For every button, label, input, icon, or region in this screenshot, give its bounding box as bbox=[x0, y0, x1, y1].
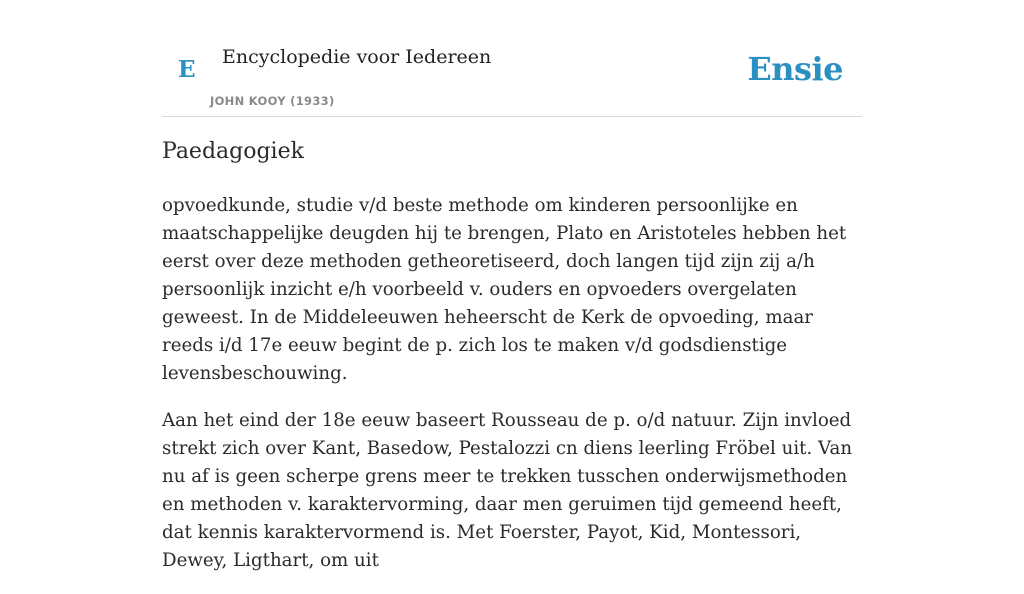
source-title[interactable]: Encyclopedie voor Iedereen bbox=[222, 46, 492, 68]
article-body bbox=[162, 192, 862, 594]
brand-logo-link[interactable]: Ensie bbox=[747, 50, 843, 88]
article-title: Paedagogiek bbox=[162, 139, 304, 164]
source-author: JOHN KOOY (1933) bbox=[210, 94, 335, 108]
source-header bbox=[162, 0, 862, 117]
article-paragraph: Aan het eind der 18e eeuw baseert Rousseau de p. o/d natuur. Zijn invloed strekt zich over Kant, Basedow, Pestalozzi cn diens leerling Fröbel uit. Van nu af is geen scherpe grens meer te trekken tusschen onderwijsmethoden en methoden v. karaktervorming, daar men geruimen tijd gemeend heeft, dat kennis karaktervormend is. Met Foerster, Payot, Kid, Montessori, Dewey, Ligthart, om uit bbox=[162, 410, 853, 571]
source-logo-link[interactable]: E bbox=[178, 56, 196, 83]
article-paragraph: opvoedkunde, studie v/d beste methode om kinderen persoonlijke en maatschappelijke deugden hij te brengen, Plato en Aristoteles hebben het eerst over deze methoden getheoretiseerd, doch langen tijd zijn zij a/h persoonlijk inzicht e/h voorbeeld v. ouders en opvoeders overgelaten geweest. In de Middeleeuwen heheerscht de Kerk de opvoeding, maar reeds i/d 17e eeuw begint de p. zich los te maken v/d godsdienstige levensbeschouwing. bbox=[162, 195, 847, 384]
